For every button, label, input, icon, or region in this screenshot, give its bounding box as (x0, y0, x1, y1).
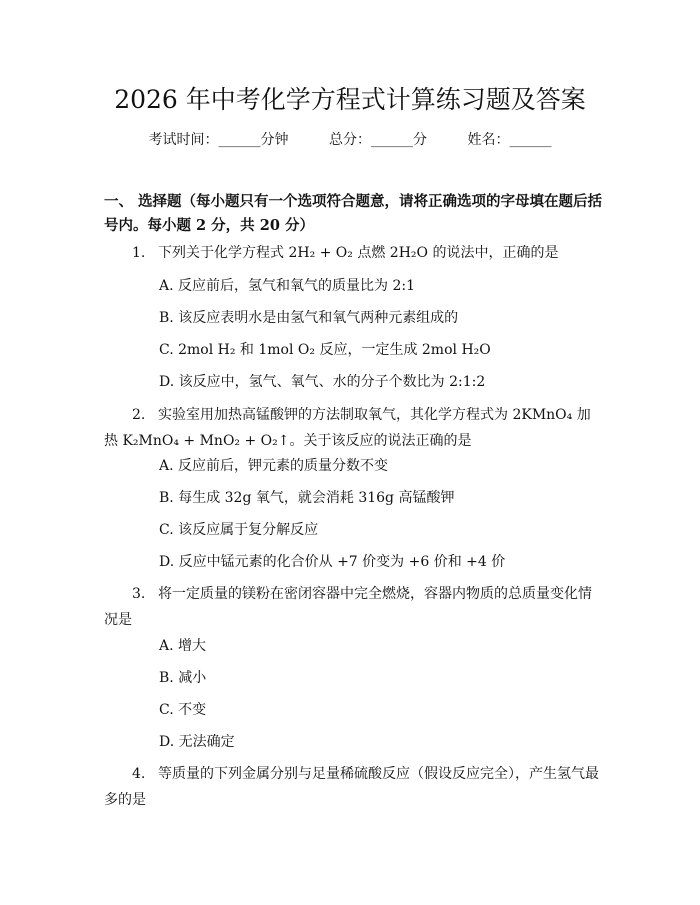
option-3c: C. 不变 (159, 702, 207, 718)
total-score: 总分：______分 (329, 132, 427, 148)
option-3d: D. 无法确定 (159, 734, 235, 750)
option-1b: B. 该反应表明水是由氢气和氧气两种元素组成的 (159, 310, 459, 326)
question-2 (104, 402, 604, 454)
question-text: 下列关于化学方程式 2H₂ + O₂ 点燃 2H₂O 的说法中，正确的是 (158, 245, 559, 261)
option-3b: B. 减小 (159, 670, 207, 686)
student-name: 姓名：______ (467, 132, 552, 148)
option-2c: C. 该反应属于复分解反应 (159, 522, 319, 538)
section-heading: 一、 选择题（每小题只有一个选项符合题意，请将正确选项的字母填在题后括号内。每小题 2 分，共 20 分） (104, 193, 603, 234)
question-1 (132, 243, 558, 263)
question-number: 2. (132, 407, 146, 423)
exam-info (0, 130, 700, 150)
option-1d: D. 该反应中，氢气、氧气、水的分子个数比为 2:1:2 (159, 374, 486, 390)
question-4 (104, 761, 604, 813)
question-text: 将一定质量的镁粉在密闭容器中完全燃烧，容器内物质的总质量变化情况是 (104, 586, 592, 628)
option-1c: C. 2mol H₂ 和 1mol O₂ 反应，一定生成 2mol H₂O (159, 342, 491, 358)
question-text: 等质量的下列金属分别与足量稀硫酸反应（假设反应完全），产生氢气最多的是 (104, 766, 599, 808)
question-text: 实验室用加热高锰酸钾的方法制取氧气，其化学方程式为 2KMnO₄ 加热 K₂MnO₄ + MnO₂ + O₂↑。关于该反应的说法正确的是 (104, 407, 591, 449)
option-2d: D. 反应中锰元素的化合价从 +7 价变为 +6 价和 +4 价 (159, 554, 506, 570)
option-3a: A. 增大 (159, 638, 207, 654)
question-number: 1. (132, 245, 146, 261)
question-number: 3. (132, 586, 146, 602)
document-title: 2026 年中考化学方程式计算练习题及答案 (114, 85, 586, 114)
exam-time: 考试时间：______分钟 (148, 132, 289, 148)
option-2b: B. 每生成 32g 氧气，就会消耗 316g 高锰酸钾 (159, 490, 455, 506)
question-3 (104, 581, 604, 633)
option-1a: A. 反应前后，氢气和氧气的质量比为 2:1 (159, 278, 415, 294)
option-2a: A. 反应前后，钾元素的质量分数不变 (159, 458, 389, 474)
question-number: 4. (132, 766, 146, 782)
